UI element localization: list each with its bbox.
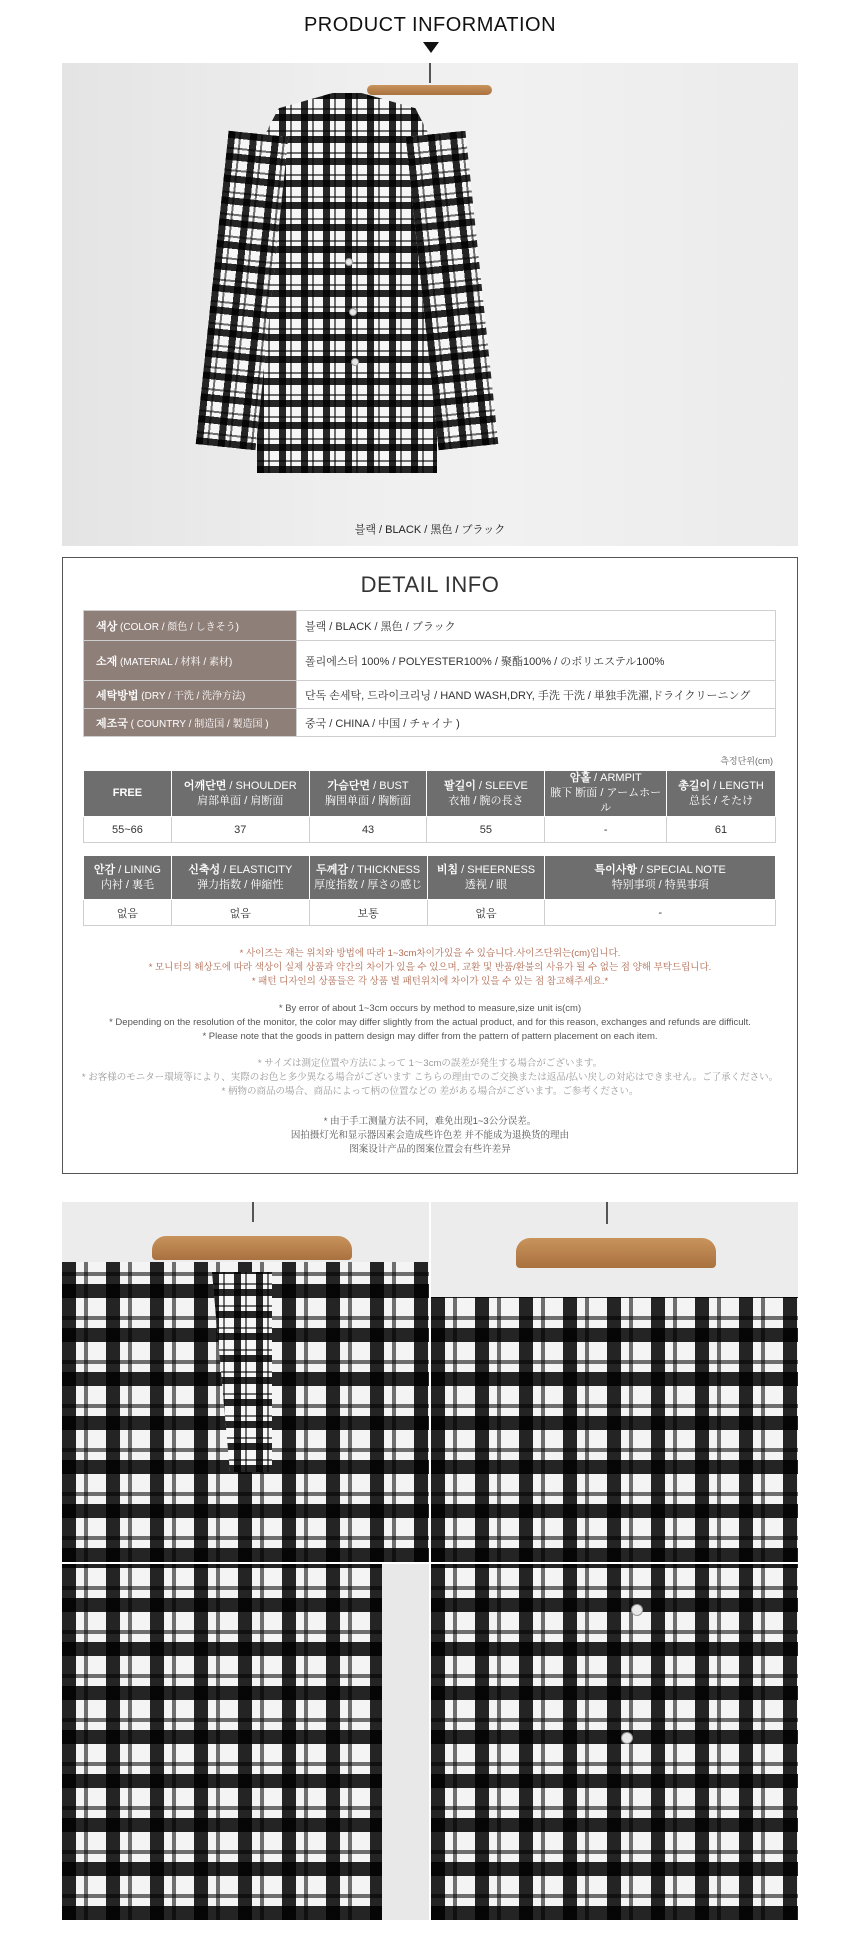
fabric-value: - (545, 900, 776, 926)
size-header: FREE (84, 771, 172, 817)
table-header-row (84, 856, 776, 900)
size-value: 61 (667, 817, 776, 843)
fabric-header: 두께감 / THICKNESS 厚度指数 / 厚さの感じ (309, 856, 427, 900)
fabric-value: 보통 (309, 900, 427, 926)
note-line: * 由于手工测量方法不同，难免出现1~3公分误差。 (323, 1116, 537, 1127)
shadow-overlay (382, 1564, 429, 1920)
detail-photo-collar-front (62, 1202, 429, 1562)
size-value: 37 (171, 817, 309, 843)
shirt-button (621, 1732, 633, 1744)
fabric-header: 특이사항 / SPECIAL NOTE 特别事项 / 特異事項 (545, 856, 776, 900)
detail-photo-buttons (431, 1564, 798, 1920)
shirt-button (351, 358, 359, 366)
info-label: 세탁방법 (DRY / 干洗 / 洗浄方法) (84, 681, 297, 709)
fabric-value: 없음 (84, 900, 172, 926)
shirt-button (631, 1604, 643, 1616)
fabric-header: 안감 / LINING 内衬 / 裏毛 (84, 856, 172, 900)
hanger-hook (429, 63, 431, 83)
note-line: * お客様のモニター環境等により、実際のお色と多少異なる場合がございます こちらの理由でのご交換または返品/払い戻しの対応はできません。ご了承ください。 (81, 1072, 779, 1083)
notes-chinese (63, 1115, 797, 1157)
hanger (152, 1236, 352, 1260)
size-table (83, 770, 776, 843)
note-line: * サイズは測定位置や方法によって 1～3cmの誤差が発生する場合がございます。 (257, 1058, 603, 1069)
fabric-swatch (431, 1297, 798, 1562)
size-header: 가슴단면 / BUST 胸围单面 / 胸断面 (309, 771, 427, 817)
info-value: 단독 손세탁, 드라이크리닝 / HAND WASH,DRY, 手洗 干洗 / 単独手洗濯,ドライクリーニング (297, 681, 776, 709)
hero-product-photo (62, 63, 798, 546)
notes-english (63, 1002, 797, 1044)
hanger (516, 1238, 716, 1268)
info-value: 블랙 / BLACK / 黑色 / ブラック (297, 611, 776, 641)
table-row (84, 709, 776, 737)
info-label: 색상 (COLOR / 顏色 / しきそう) (84, 611, 297, 641)
size-value: - (545, 817, 667, 843)
size-header: 팔길이 / SLEEVE 衣袖 / 腕の長さ (427, 771, 545, 817)
note-line: * 패턴 디자인의 상품들은 각 상품 별 패턴위치에 차이가 있을 수 있는 점 참고해주세요.* (251, 976, 609, 987)
info-label: 제조국 ( COUNTRY / 制造国 / 製造国 ) (84, 709, 297, 737)
table-row (84, 611, 776, 641)
note-line: * By error of about 1~3cm occurs by method to measure,size unit is(cm) (278, 1003, 582, 1014)
hanger (367, 85, 492, 95)
hanger-hook (606, 1202, 608, 1224)
note-line: * Please note that the goods in pattern design may differ from the pattern of pattern placement on each item. (202, 1031, 658, 1042)
shirt-button (349, 308, 357, 316)
product-info-table (83, 610, 776, 737)
size-header: 총길이 / LENGTH 总长 / そたけ (667, 771, 776, 817)
note-line: 因拍摄灯光和显示器因素会造成些许色差 并不能成为退换货的理由 (290, 1130, 570, 1141)
unit-note: 측정단위(cm) (720, 756, 773, 766)
fabric-value: 없음 (171, 900, 309, 926)
shirt-button (345, 258, 353, 266)
note-line: * 柄物の商品の場合、商品によって柄の位置などの 差がある場合がございます。ご参考ください。 (221, 1086, 639, 1097)
down-arrow-icon (423, 42, 439, 53)
table-row (84, 817, 776, 843)
note-line: * 사이즈는 재는 위치와 방법에 따라 1~3cm차이가있을 수 있습니다.사이즈단위는(cm)입니다. (239, 948, 621, 959)
size-value: 43 (309, 817, 427, 843)
page-title: PRODUCT INFORMATION (303, 14, 557, 36)
table-row (84, 641, 776, 681)
detail-photo-front-fabric (62, 1564, 429, 1920)
fabric-table (83, 855, 776, 926)
detail-photo-collar-back (431, 1202, 798, 1562)
note-line: * 모니터의 해상도에 따라 색상이 실제 상품과 약간의 차이가 있을 수 있으며, 교환 및 반품/환불의 사유가 될 수 없는 점 양해 부탁드립니다. (148, 962, 712, 973)
detail-title: DETAIL INFO (360, 572, 500, 597)
notes-japanese (63, 1057, 797, 1099)
hanger-hook (252, 1202, 254, 1222)
size-header: 암홀 / ARMPIT 腋下 断面 / アームホール (545, 771, 667, 817)
fabric-header: 신축성 / ELASTICITY 弹力指数 / 伸縮性 (171, 856, 309, 900)
table-row (84, 681, 776, 709)
fabric-header: 비침 / SHEERNESS 透视 / 眼 (427, 856, 545, 900)
info-value: 폴리에스터 100% / POLYESTER100% / 聚酯100% / のポリエステル100% (297, 641, 776, 681)
size-value: 55 (427, 817, 545, 843)
table-row (84, 900, 776, 926)
detail-info-panel (62, 557, 798, 1174)
info-value: 중국 / CHINA / 中国 / チャイナ ) (297, 709, 776, 737)
info-label: 소재 (MATERIAL / 材料 / 素材) (84, 641, 297, 681)
note-line: 图案设计产品的图案位置会有些许差异 (349, 1144, 511, 1155)
note-line: * Depending on the resolution of the monitor, the color may differ slightly from the actual product, and for this reason, exchanges and refunds are difficult. (109, 1017, 751, 1028)
color-caption: 블랙 / BLACK / 黑色 / ブラック (354, 524, 506, 536)
table-header-row (84, 771, 776, 817)
notes-korean (63, 947, 797, 989)
fabric-value: 없음 (427, 900, 545, 926)
size-value: 55~66 (84, 817, 172, 843)
size-header: 어깨단면 / SHOULDER 肩部单面 / 肩断面 (171, 771, 309, 817)
